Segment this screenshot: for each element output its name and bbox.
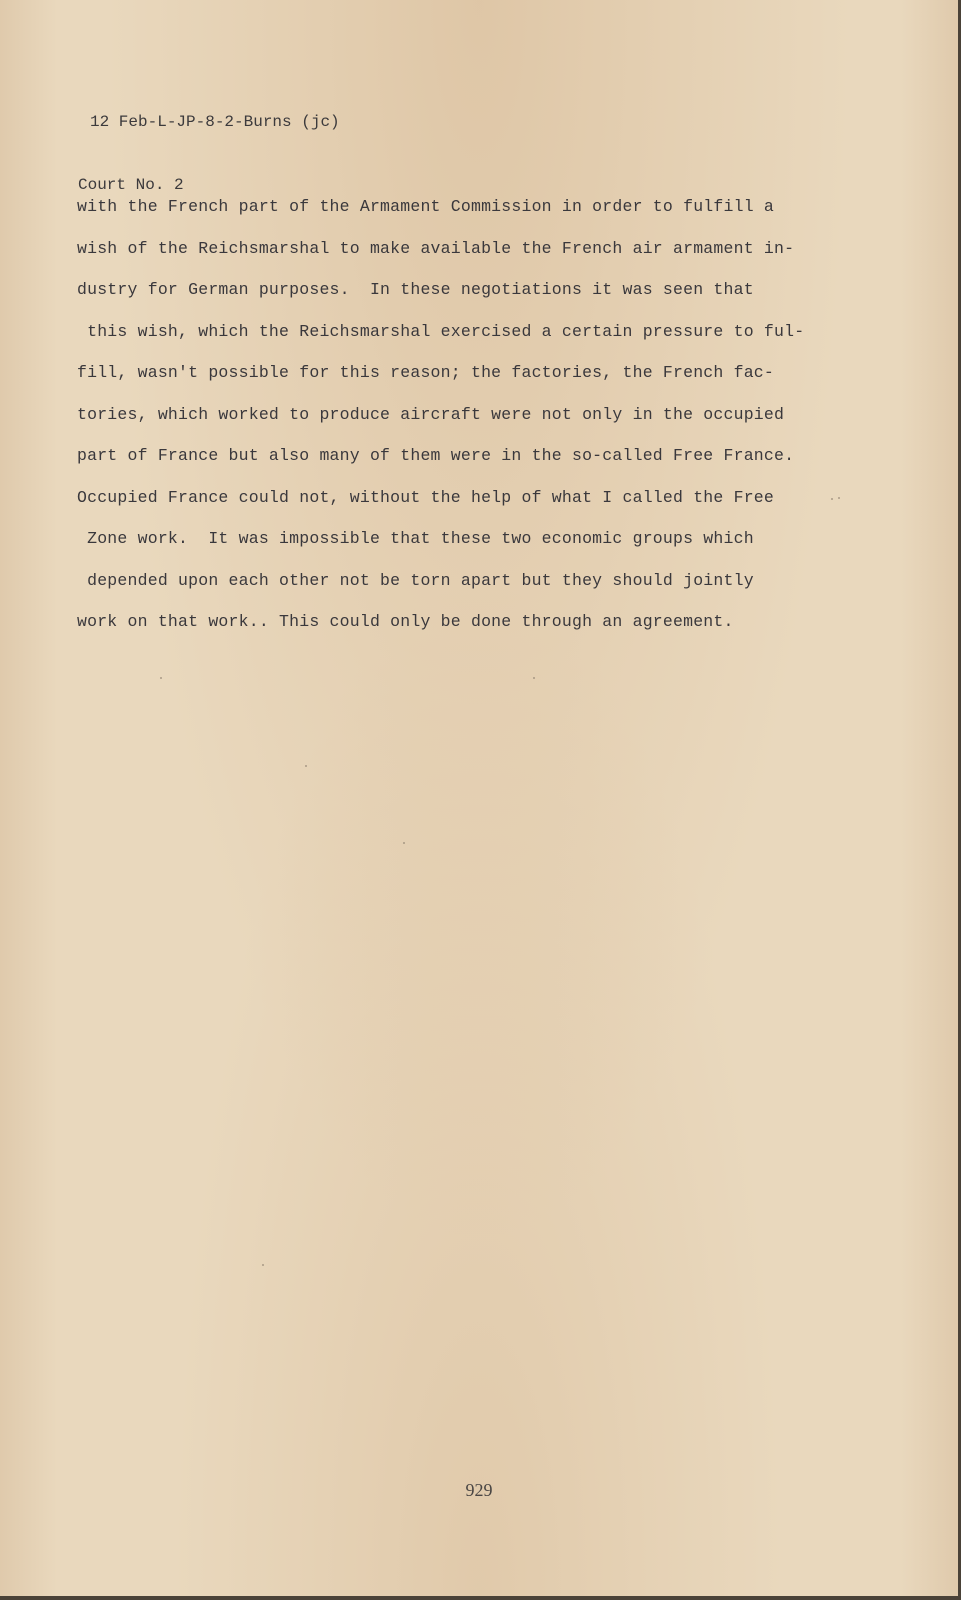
transcript-line: Occupied France could not, without the help of what I called the Free xyxy=(77,487,775,507)
transcript-line: Zone work. It was impossible that these two economic groups which xyxy=(77,529,754,548)
transcript-line: wish of the Reichsmarshal to make available the French air armament in- xyxy=(77,238,795,258)
header-court: Court No. 2 xyxy=(78,176,184,194)
transcript-line: depended upon each other not be torn apart but they should jointly xyxy=(77,570,754,590)
transcript-line: dustry for German purposes. In these negotiations it was seen that xyxy=(77,280,754,299)
paper-speck xyxy=(403,842,405,844)
paper-speck xyxy=(831,498,833,500)
paper-speck xyxy=(262,1264,264,1266)
transcript-line: with the French part of the Armament Commission in order to fulfill a xyxy=(77,197,775,216)
paper-speck xyxy=(838,497,840,499)
transcript-body xyxy=(77,196,837,653)
transcript-line: fill, wasn't possible for this reason; the factories, the French fac- xyxy=(77,363,775,382)
transcript-line: tories, which worked to produce aircraft were not only in the occupied xyxy=(77,404,785,424)
header-reference: 12 Feb-L-JP-8-2-Burns (jc) xyxy=(90,113,340,131)
transcript-line: work on that work.. This could only be done through an agreement. xyxy=(77,612,734,631)
page-number: 929 xyxy=(465,1480,493,1500)
paper-speck xyxy=(533,677,535,679)
paper-speck xyxy=(305,765,307,767)
transcript-line: this wish, which the Reichsmarshal exercised a certain pressure to ful- xyxy=(77,321,805,341)
paper-speck xyxy=(160,677,162,679)
transcript-line: part of France but also many of them were in the so-called Free France. xyxy=(77,446,795,465)
